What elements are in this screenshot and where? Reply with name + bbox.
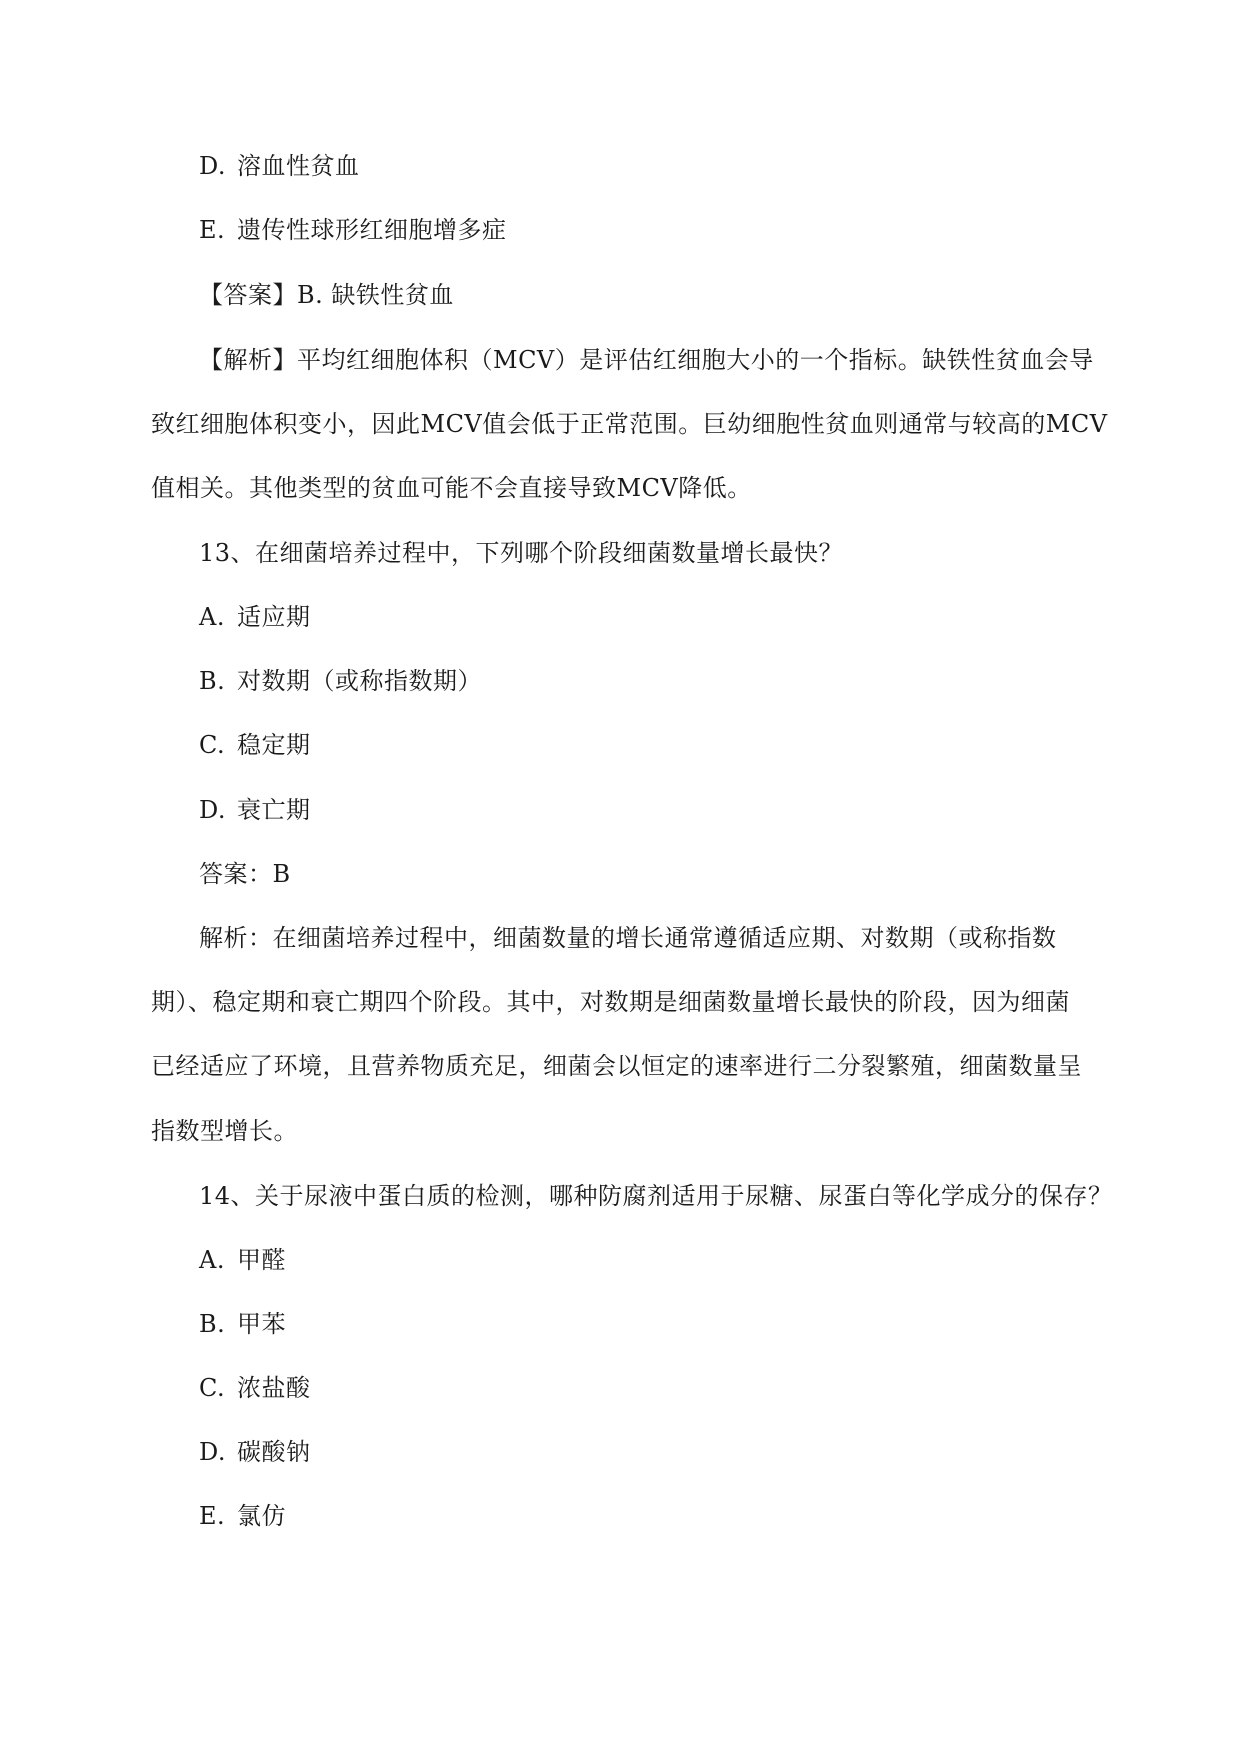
option-letter: C. [199, 1374, 226, 1402]
q12-option-e [199, 214, 507, 246]
option-letter: D. [199, 1438, 227, 1466]
option-text: 甲苯 [237, 1310, 286, 1338]
option-letter: B. [199, 667, 226, 695]
option-text: 对数期（或称指数期） [237, 667, 482, 695]
q12-answer: 【答案】B. 缺铁性贫血 [199, 281, 454, 309]
q12-analysis-line-2: 致红细胞体积变小，因此MCV值会低于正常范围。巨幼细胞性贫血则通常与较高的MCV [151, 410, 1108, 438]
q14-option-d [199, 1436, 311, 1468]
q12-option-d [199, 150, 360, 182]
option-text: 氯仿 [237, 1502, 286, 1530]
q14-question: 14、关于尿液中蛋白质的检测，哪种防腐剂适用于尿糖、尿蛋白等化学成分的保存？ [199, 1182, 1113, 1210]
q14-option-a [199, 1244, 286, 1276]
option-text: 甲醛 [237, 1246, 286, 1274]
q13-option-a [199, 601, 311, 633]
option-text: 浓盐酸 [237, 1374, 311, 1402]
q13-question: 13、在细菌培养过程中，下列哪个阶段细菌数量增长最快？ [199, 539, 844, 567]
option-text: 溶血性贫血 [237, 152, 360, 180]
option-letter: D. [199, 796, 227, 824]
q14-option-b [199, 1308, 286, 1340]
option-text: 适应期 [237, 603, 311, 631]
option-text: 衰亡期 [237, 796, 311, 824]
q14-option-c [199, 1372, 311, 1404]
q13-analysis-line-1: 解析：在细菌培养过程中，细菌数量的增长通常遵循适应期、对数期（或称指数 [199, 924, 1057, 952]
option-letter: A. [199, 603, 225, 631]
q12-analysis-line-3: 值相关。其他类型的贫血可能不会直接导致MCV降低。 [151, 474, 752, 502]
option-text: 遗传性球形红细胞增多症 [237, 216, 507, 244]
option-letter: E. [199, 1502, 226, 1530]
q13-option-c [199, 729, 311, 761]
q12-analysis-line-1: 【解析】平均红细胞体积（MCV）是评估红细胞大小的一个指标。缺铁性贫血会导 [199, 346, 1094, 374]
option-text: 稳定期 [237, 731, 311, 759]
option-letter: D. [199, 152, 227, 180]
q13-answer: 答案：B [199, 860, 291, 888]
q14-option-e [199, 1500, 286, 1532]
q13-option-b [199, 665, 482, 697]
option-letter: B. [199, 1310, 226, 1338]
option-letter: A. [199, 1246, 225, 1274]
q13-analysis-line-2: 期）、稳定期和衰亡期四个阶段。其中，对数期是细菌数量增长最快的阶段，因为细菌 [151, 988, 1070, 1016]
option-letter: E. [199, 216, 226, 244]
option-text: 碳酸钠 [237, 1438, 311, 1466]
q13-analysis-line-3: 已经适应了环境，且营养物质充足，细菌会以恒定的速率进行二分裂繁殖，细菌数量呈 [151, 1052, 1082, 1080]
q13-option-d [199, 794, 311, 826]
option-letter: C. [199, 731, 226, 759]
q13-analysis-line-4: 指数型增长。 [151, 1117, 298, 1145]
